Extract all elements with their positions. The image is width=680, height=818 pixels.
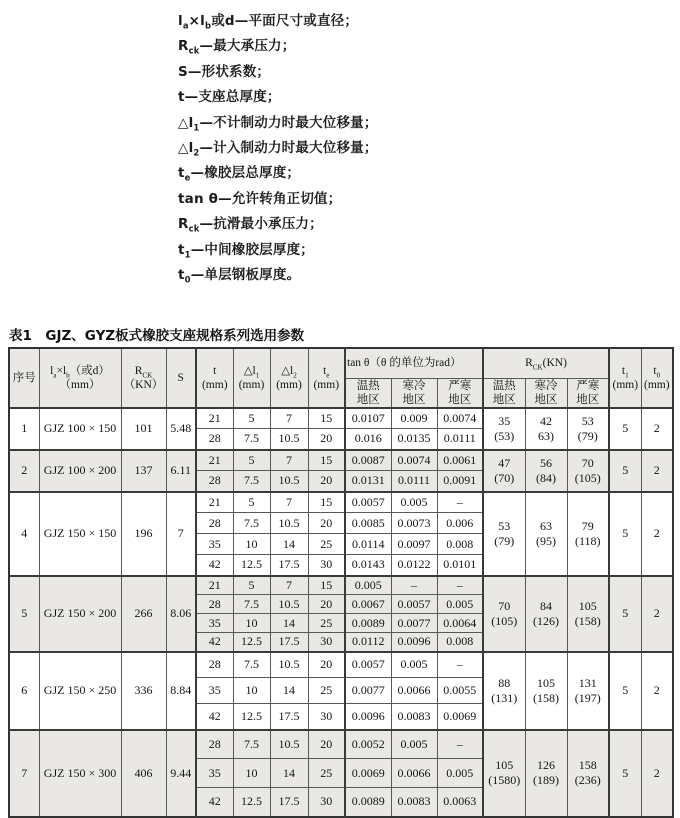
table-row: [9, 730, 673, 759]
cell-tan-zone: 0.0143: [345, 555, 391, 576]
cell-t0: 2: [641, 652, 673, 730]
cell-tan-zone: 0.0066: [391, 759, 437, 788]
cell-t0: 2: [641, 730, 673, 817]
cell-te: 20: [308, 652, 345, 678]
legend-item: $R_{ck}—$最大承压力；: [178, 38, 296, 57]
cell-rck-zone: 158 (236): [567, 730, 609, 817]
cell-te: 30: [308, 788, 345, 817]
cell-tan-zone: 0.0096: [391, 633, 437, 652]
cell-tan-zone: –: [437, 730, 483, 759]
cell-dl1: 12.5: [233, 704, 270, 730]
cell-tan-zone: 0.005: [391, 492, 437, 513]
legend-item: $t_1—$中间橡胶层厚度；: [178, 241, 314, 260]
cell-tan-zone: 0.0097: [391, 534, 437, 555]
cell-dl2: 7: [270, 450, 308, 471]
legend-item: S—形状系数；: [178, 63, 271, 80]
cell-rck-zone: 53 (79): [567, 408, 609, 450]
cell-t1: 5: [609, 576, 641, 652]
cell-rck-zone: 88 (131): [483, 652, 525, 730]
cell-tan-zone: –: [437, 652, 483, 678]
cell-dimensions: GJZ 150 × 200: [39, 576, 121, 652]
cell-thickness: 21: [196, 450, 233, 471]
cell-rck-zone: 84 (126): [525, 576, 567, 652]
cell-thickness: 21: [196, 492, 233, 513]
cell-thickness: 21: [196, 576, 233, 595]
cell-tan-zone: 0.0114: [345, 534, 391, 555]
cell-rck-max: 336: [121, 652, 166, 730]
cell-dl2: 10.5: [270, 652, 308, 678]
cell-tan-zone: 0.0061: [437, 450, 483, 471]
cell-tan-zone: 0.0091: [437, 471, 483, 492]
cell-te: 25: [308, 614, 345, 633]
legend-item: $R_{ck}—$抗滑最小承压力；: [178, 216, 323, 234]
header-rck-group: $R_{CK}(KN)$: [483, 348, 609, 378]
cell-dimensions: GJZ 150 × 150: [39, 492, 121, 576]
cell-rck-zone: 105 (1580): [483, 730, 525, 817]
cell-tan-zone: 0.0112: [345, 633, 391, 652]
cell-tan-zone: 0.0085: [345, 513, 391, 534]
cell-dimensions: GJZ 100 × 150: [39, 408, 121, 450]
cell-thickness: 21: [196, 408, 233, 429]
cell-thickness: 42: [196, 633, 233, 652]
cell-tan-zone: 0.016: [345, 429, 391, 450]
cell-rck-zone: 126 (189): [525, 730, 567, 817]
cell-dl2: 17.5: [270, 704, 308, 730]
cell-dl2: 10.5: [270, 595, 308, 614]
cell-tan-zone: 0.0077: [391, 614, 437, 633]
header-rck: $R_{CK}$ （KN）: [121, 348, 166, 408]
cell-tan-zone: 0.006: [437, 513, 483, 534]
cell-dl1: 12.5: [233, 788, 270, 817]
cell-tan-zone: 0.0135: [391, 429, 437, 450]
cell-tan-zone: 0.0057: [345, 652, 391, 678]
cell-thickness: 35: [196, 614, 233, 633]
cell-dl2: 10.5: [270, 429, 308, 450]
table-title: 表1 GJZ、GYZ板式橡胶支座规格系列选用参数: [9, 328, 305, 344]
cell-serial-no: 6: [9, 652, 39, 730]
cell-dl1: 10: [233, 678, 270, 704]
cell-dimensions: GJZ 100 × 200: [39, 450, 121, 492]
cell-rck-zone: 79 (118): [567, 492, 609, 576]
cell-rck-zone: 53 (79): [483, 492, 525, 576]
cell-tan-zone: 0.008: [437, 633, 483, 652]
cell-dl1: 10: [233, 614, 270, 633]
cell-thickness: 35: [196, 534, 233, 555]
cell-dl1: 5: [233, 408, 270, 429]
cell-dl1: 5: [233, 576, 270, 595]
cell-dimensions: GJZ 150 × 250: [39, 652, 121, 730]
table-row: [9, 450, 673, 471]
cell-tan-zone: 0.0107: [345, 408, 391, 429]
cell-tan-zone: 0.0052: [345, 730, 391, 759]
cell-thickness: 28: [196, 652, 233, 678]
cell-rck-max: 137: [121, 450, 166, 492]
legend-item: $t_0—$单层钢板厚度。: [178, 267, 301, 285]
cell-tan-zone: 0.0074: [437, 408, 483, 429]
cell-tan-zone: 0.005: [391, 730, 437, 759]
cell-rck-zone: 131 (197): [567, 652, 609, 730]
cell-te: 25: [308, 759, 345, 788]
cell-tan-zone: 0.0067: [345, 595, 391, 614]
header-dims: $l_a\times l_b$（或d） （mm）: [39, 348, 121, 408]
cell-rck-max: 196: [121, 492, 166, 576]
cell-rck-zone: 105 (158): [567, 576, 609, 652]
cell-dl1: 12.5: [233, 555, 270, 576]
table-row: [9, 492, 673, 513]
cell-rck-zone: 56 (84): [525, 450, 567, 492]
cell-dimensions: GJZ 150 × 300: [39, 730, 121, 817]
cell-tan-zone: 0.005: [437, 759, 483, 788]
cell-dl2: 7: [270, 576, 308, 595]
cell-tan-zone: 0.0122: [391, 555, 437, 576]
cell-tan-zone: 0.0077: [345, 678, 391, 704]
cell-dl2: 17.5: [270, 555, 308, 576]
cell-dl1: 7.5: [233, 429, 270, 450]
header-rck-zone-warm: 温热 地区: [483, 378, 525, 408]
cell-thickness: 42: [196, 788, 233, 817]
cell-thickness: 42: [196, 555, 233, 576]
cell-shape-factor: 8.06: [166, 576, 196, 652]
cell-t1: 5: [609, 450, 641, 492]
header-t1: $t_1$ (mm): [609, 348, 641, 408]
cell-te: 20: [308, 595, 345, 614]
cell-tan-zone: 0.0074: [391, 450, 437, 471]
cell-thickness: 28: [196, 429, 233, 450]
cell-tan-zone: 0.0057: [391, 595, 437, 614]
header-te: $t_e$ (mm): [308, 348, 345, 408]
cell-dl2: 10.5: [270, 730, 308, 759]
legend-item: $l_a\times l_b$或d—平面尺寸或直径；: [178, 13, 359, 31]
cell-shape-factor: 6.11: [166, 450, 196, 492]
cell-thickness: 28: [196, 471, 233, 492]
cell-te: 20: [308, 429, 345, 450]
cell-dl2: 14: [270, 614, 308, 633]
cell-te: 15: [308, 450, 345, 471]
table-body: [9, 408, 673, 817]
legend-item: tan θ—允许转角正切值；: [178, 190, 342, 207]
cell-dl1: 5: [233, 492, 270, 513]
cell-shape-factor: 9.44: [166, 730, 196, 817]
cell-dl2: 7: [270, 408, 308, 429]
cell-tan-zone: –: [437, 492, 483, 513]
cell-rck-zone: 70 (105): [567, 450, 609, 492]
legend-item: t—支座总厚度；: [178, 89, 281, 106]
cell-te: 25: [308, 678, 345, 704]
cell-tan-zone: 0.0111: [391, 471, 437, 492]
header-rck-zone-severe: 严寒 地区: [567, 378, 609, 408]
cell-t0: 2: [641, 450, 673, 492]
cell-thickness: 35: [196, 759, 233, 788]
cell-tan-zone: 0.0069: [437, 704, 483, 730]
table-row: [9, 576, 673, 595]
cell-tan-zone: 0.0055: [437, 678, 483, 704]
cell-dl2: 17.5: [270, 788, 308, 817]
cell-tan-zone: 0.0101: [437, 555, 483, 576]
cell-tan-zone: 0.0066: [391, 678, 437, 704]
cell-tan-zone: 0.005: [345, 576, 391, 595]
legend-item: $\triangle l_2—$计入制动力时最大位移量；: [178, 140, 378, 158]
cell-tan-zone: 0.0131: [345, 471, 391, 492]
cell-dl2: 10.5: [270, 513, 308, 534]
cell-tan-zone: 0.0069: [345, 759, 391, 788]
cell-rck-max: 406: [121, 730, 166, 817]
cell-dl1: 7.5: [233, 595, 270, 614]
cell-tan-zone: 0.0083: [391, 788, 437, 817]
cell-shape-factor: 5.48: [166, 408, 196, 450]
cell-dl2: 14: [270, 678, 308, 704]
header-tan-zone-severe: 严寒 地区: [437, 378, 483, 408]
cell-tan-zone: 0.005: [391, 652, 437, 678]
cell-dl1: 7.5: [233, 513, 270, 534]
cell-tan-zone: 0.0083: [391, 704, 437, 730]
cell-rck-zone: 35 (53): [483, 408, 525, 450]
cell-t1: 5: [609, 492, 641, 576]
cell-tan-zone: 0.0073: [391, 513, 437, 534]
symbol-legend: [178, 9, 378, 288]
cell-tan-zone: 0.0057: [345, 492, 391, 513]
cell-t0: 2: [641, 408, 673, 450]
cell-dl2: 14: [270, 759, 308, 788]
cell-tan-zone: 0.0089: [345, 614, 391, 633]
cell-thickness: 42: [196, 704, 233, 730]
cell-te: 25: [308, 534, 345, 555]
cell-thickness: 28: [196, 730, 233, 759]
cell-te: 30: [308, 633, 345, 652]
cell-tan-zone: 0.0089: [345, 788, 391, 817]
cell-te: 30: [308, 555, 345, 576]
cell-shape-factor: 8.84: [166, 652, 196, 730]
cell-dl2: 10.5: [270, 471, 308, 492]
cell-dl1: 12.5: [233, 633, 270, 652]
header-t: t (mm): [196, 348, 233, 408]
cell-te: 30: [308, 704, 345, 730]
cell-dl1: 7.5: [233, 730, 270, 759]
cell-thickness: 28: [196, 595, 233, 614]
cell-te: 20: [308, 513, 345, 534]
cell-serial-no: 7: [9, 730, 39, 817]
table-header: [9, 348, 673, 408]
header-t0: $t_0$ (mm): [641, 348, 673, 408]
cell-t1: 5: [609, 408, 641, 450]
cell-tan-zone: 0.0063: [437, 788, 483, 817]
cell-dl1: 7.5: [233, 471, 270, 492]
cell-shape-factor: 7: [166, 492, 196, 576]
cell-tan-zone: 0.005: [437, 595, 483, 614]
cell-serial-no: 2: [9, 450, 39, 492]
cell-t1: 5: [609, 730, 641, 817]
cell-tan-zone: 0.0087: [345, 450, 391, 471]
header-tan-group: tan θ（θ 的单位为rad）: [345, 348, 483, 378]
cell-serial-no: 4: [9, 492, 39, 576]
cell-thickness: 35: [196, 678, 233, 704]
cell-t0: 2: [641, 492, 673, 576]
cell-tan-zone: 0.008: [437, 534, 483, 555]
cell-thickness: 28: [196, 513, 233, 534]
cell-tan-zone: –: [437, 576, 483, 595]
legend-item: $t_e—$橡胶层总厚度；: [178, 165, 301, 184]
header-rck-zone-cold: 寒冷 地区: [525, 378, 567, 408]
cell-tan-zone: 0.009: [391, 408, 437, 429]
header-s: S: [166, 348, 196, 408]
cell-rck-max: 266: [121, 576, 166, 652]
cell-tan-zone: –: [391, 576, 437, 595]
cell-rck-zone: 63 (95): [525, 492, 567, 576]
cell-rck-zone: 47 (70): [483, 450, 525, 492]
header-dl2: $\triangle l_2$ (mm): [270, 348, 308, 408]
cell-rck-zone: 70 (105): [483, 576, 525, 652]
cell-te: 15: [308, 408, 345, 429]
header-tan-zone-cold: 寒冷 地区: [391, 378, 437, 408]
cell-te: 20: [308, 471, 345, 492]
cell-t0: 2: [641, 576, 673, 652]
table-row: [9, 408, 673, 429]
legend-item: $\triangle l_1—$不计制动力时最大位移量；: [178, 114, 378, 133]
cell-dl2: 7: [270, 492, 308, 513]
cell-dl2: 14: [270, 534, 308, 555]
cell-tan-zone: 0.0064: [437, 614, 483, 633]
cell-rck-max: 101: [121, 408, 166, 450]
cell-dl1: 10: [233, 759, 270, 788]
cell-serial-no: 1: [9, 408, 39, 450]
cell-dl1: 10: [233, 534, 270, 555]
cell-dl1: 7.5: [233, 652, 270, 678]
cell-dl2: 17.5: [270, 633, 308, 652]
cell-dl1: 5: [233, 450, 270, 471]
spec-table: [8, 347, 674, 818]
header-dl1: $\triangle l_1$ (mm): [233, 348, 270, 408]
cell-rck-zone: 42 63): [525, 408, 567, 450]
cell-tan-zone: 0.0111: [437, 429, 483, 450]
header-tan-zone-warm: 温热 地区: [345, 378, 391, 408]
header-no: 序号: [9, 348, 39, 408]
cell-rck-zone: 105 (158): [525, 652, 567, 730]
cell-te: 15: [308, 492, 345, 513]
cell-t1: 5: [609, 652, 641, 730]
cell-te: 15: [308, 576, 345, 595]
cell-te: 20: [308, 730, 345, 759]
table-row: [9, 652, 673, 678]
cell-serial-no: 5: [9, 576, 39, 652]
cell-tan-zone: 0.0096: [345, 704, 391, 730]
